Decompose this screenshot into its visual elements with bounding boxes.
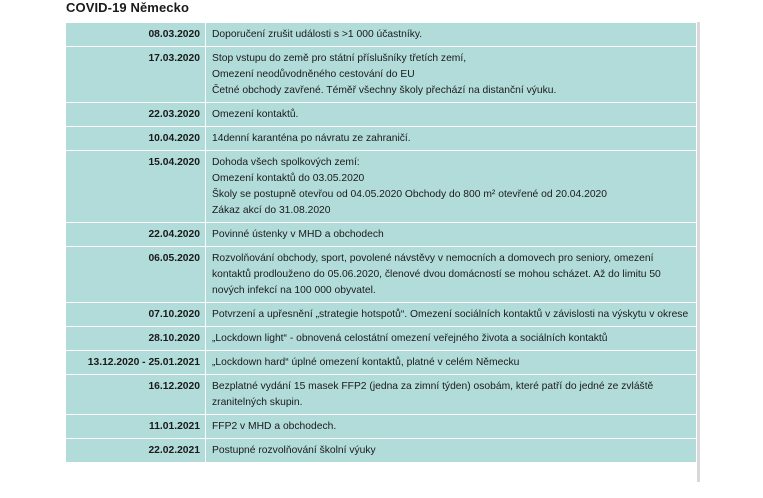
measures-table: [65, 22, 697, 463]
table-row: [66, 103, 697, 127]
measures-table-body: [66, 23, 697, 463]
row-date: 28.10.2020: [66, 327, 206, 351]
scrollbar[interactable]: [697, 22, 700, 482]
table-row: [66, 351, 697, 375]
row-date: 13.12.2020 - 25.01.2021: [66, 351, 206, 375]
table-row: [66, 303, 697, 327]
row-measure-text: FFP2 v MHD a obchodech.: [206, 415, 697, 439]
row-measure-text: „Lockdown hard“ úplné omezení kontaktů, platné v celém Německu: [206, 351, 697, 375]
row-measure-text: „Lockdown light“ - obnovená celostátní omezení veřejného života a sociálních kontaktů: [206, 327, 697, 351]
table-row: [66, 439, 697, 463]
row-measure-text: Potvrzení a upřesnění „strategie hotspotů“. Omezení sociálních kontaktů v závislosti na výskytu v okrese: [206, 303, 697, 327]
row-date: 15.04.2020: [66, 151, 206, 223]
row-date: 16.12.2020: [66, 375, 206, 415]
row-measure-text: Povinné ústenky v MHD a obchodech: [206, 223, 697, 247]
table-row: [66, 47, 697, 103]
measures-table-container: [65, 22, 697, 463]
row-measure-text: Rozvolňování obchody, sport, povolené návstěvy v nemocních a domovech pro seniory, omezení kontaktů prodlouženo do 05.06.2020, členové dvou domácností se mohou scházet. Až do limitu 50 nových infekcí na 100 000 obyvatel.: [206, 247, 697, 303]
row-date: 10.04.2020: [66, 127, 206, 151]
table-row: [66, 247, 697, 303]
row-date: 22.03.2020: [66, 103, 206, 127]
table-row: [66, 327, 697, 351]
row-measure-text: Dohoda všech spolkových zemí: Omezení kontaktů do 03.05.2020 Školy se postupně otevřou od 04.05.2020 Obchody do 800 m² otevřené od 20.04.2020 Zákaz akcí do 31.08.2020: [206, 151, 697, 223]
row-date: 06.05.2020: [66, 247, 206, 303]
table-row: [66, 415, 697, 439]
row-measure-text: Doporučení zrušit události s >1 000 účastníky.: [206, 23, 697, 47]
row-date: 07.10.2020: [66, 303, 206, 327]
table-row: [66, 375, 697, 415]
table-row: [66, 151, 697, 223]
row-date: 11.01.2021: [66, 415, 206, 439]
row-date: 08.03.2020: [66, 23, 206, 47]
row-measure-text: Postupné rozvolňování školní výuky: [206, 439, 697, 463]
table-row: [66, 127, 697, 151]
table-row: [66, 223, 697, 247]
page-title: COVID-19 Německo: [66, 0, 189, 15]
row-date: 22.04.2020: [66, 223, 206, 247]
row-date: 17.03.2020: [66, 47, 206, 103]
row-measure-text: 14denní karanténa po návratu ze zahraničí.: [206, 127, 697, 151]
row-measure-text: Stop vstupu do země pro státní příslušníky třetích zemí, Omezení neodůvodněného cestování do EU Četné obchody zavřené. Téměř všechny školy přechází na distanční výuku.: [206, 47, 697, 103]
row-date: 22.02.2021: [66, 439, 206, 463]
row-measure-text: Bezplatné vydání 15 masek FFP2 (jedna za zimní týden) osobám, které patří do jedné ze zvláště zranitelných skupin.: [206, 375, 697, 415]
row-measure-text: Omezení kontaktů.: [206, 103, 697, 127]
table-row: [66, 23, 697, 47]
